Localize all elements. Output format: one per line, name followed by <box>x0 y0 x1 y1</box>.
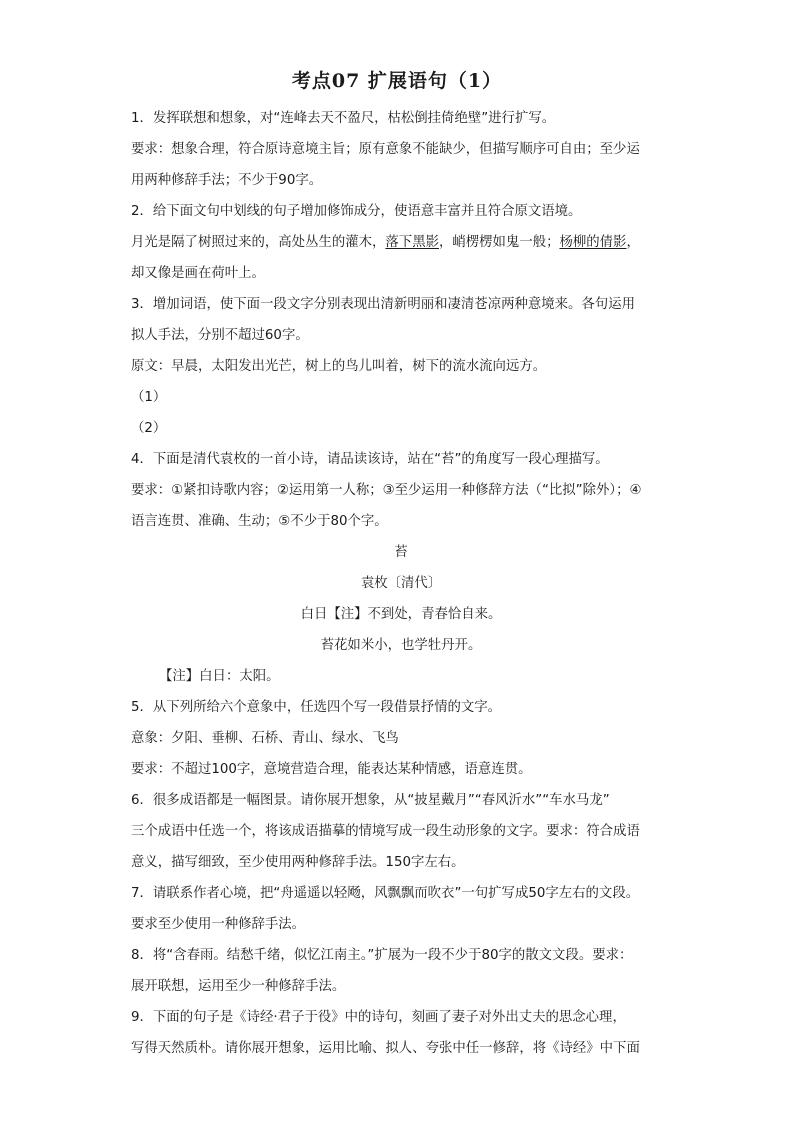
poem-line-1: 白日【注】不到处，青春恰自来。 <box>300 607 502 622</box>
question-2-passage-cont: 却又像是画在荷叶上。 <box>131 266 265 281</box>
question-4-requirement: 要求：①紧扣诗歌内容；②运用第一人称；③至少运用一种修辞方法（“比拟”除外）；④ <box>131 483 642 498</box>
question-1-requirement-cont: 用两种修辞手法；不少于90字。 <box>131 173 323 188</box>
passage-text: 月光是隔了树照过来的，高处丛生的灌木， <box>131 235 386 250</box>
passage-text: ， <box>626 235 640 250</box>
question-6-cont: 三个成语中任选一个，将该成语描摹的情境写成一段生动形象的文字。要求：符合成语 <box>131 824 640 839</box>
document-body <box>131 103 671 1064</box>
question-1-requirement: 要求：想象合理，符合原诗意境主旨；原有意象不能缺少，但描写顺序可自由；至少运 <box>131 142 640 157</box>
question-1: 1．发挥联想和想象，对“连峰去天不盈尺，枯松倒挂倚绝壁”进行扩写。 <box>131 111 556 126</box>
question-3: 3．增加词语，使下面一段文字分别表现出清新明丽和凄清苍凉两种意境来。各句运用 <box>131 297 635 312</box>
question-3-cont: 拟人手法，分别不超过60字。 <box>131 328 309 343</box>
poem-line-2: 苔花如米小，也学牡丹开。 <box>320 638 482 653</box>
poem-note: 【注】白日：太阳。 <box>159 669 280 684</box>
underlined-phrase-2: 杨柳的倩影 <box>559 235 627 250</box>
page-title: 考点07 扩展语句（1） <box>291 70 503 92</box>
answer-blank-1: （1） <box>131 390 167 405</box>
question-2: 2．给下面文句中划线的句子增加修饰成分，使语意丰富并且符合原文语境。 <box>131 204 582 219</box>
question-7-requirement: 要求至少使用一种修辞手法。 <box>131 917 306 932</box>
question-3-original: 原文：早晨，太阳发出光芒，树上的鸟儿叫着，树下的流水流向远方。 <box>131 359 547 374</box>
question-6-cont: 意义，描写细致，至少使用两种修辞手法。150字左右。 <box>131 855 465 870</box>
poem-title: 苔 <box>394 545 408 560</box>
question-6: 6．很多成语都是一幅图景。请你展开想象，从“披星戴月”“春风沂水”“车水马龙” <box>131 793 610 808</box>
question-7: 7．请联系作者心境，把“舟遥遥以轻飏，风飘飘而吹衣”一句扩写成50字左右的文段。 <box>131 886 640 901</box>
question-2-passage <box>131 227 671 258</box>
question-5-images: 意象：夕阳、垂柳、石桥、青山、绿水、飞鸟 <box>131 731 399 746</box>
question-9-cont: 写得天然质朴。请你展开想象，运用比喻、拟人、夸张中任一修辞，将《诗经》中下面 <box>131 1041 640 1056</box>
poem-author: 袁枚〔清代〕 <box>360 576 442 591</box>
passage-text: ，峭楞楞如鬼一般； <box>438 235 560 250</box>
question-5: 5．从下列所给六个意象中，任选四个写一段借景抒情的文字。 <box>131 700 502 715</box>
question-8-requirement: 展开联想，运用至少一种修辞手法。 <box>131 979 346 994</box>
question-8: 8．将“含春雨。结愁千绪，似忆江南主。”扩展为一段不少于80字的散文文段。要求： <box>131 948 633 963</box>
underlined-phrase-1: 落下黑影 <box>385 235 439 250</box>
question-4: 4．下面是清代袁枚的一首小诗，请品读该诗，站在“苔”的角度写一段心理描写。 <box>131 452 609 467</box>
question-5-requirement: 要求：不超过100字，意境营造合理，能表达某种情感，语意连贯。 <box>131 762 532 777</box>
question-9: 9．下面的句子是《诗经·君子于役》中的诗句，刻画了妻子对外出丈夫的思念心理， <box>131 1010 626 1025</box>
answer-blank-2: （2） <box>131 421 167 436</box>
question-4-requirement-cont: 语言连贯、准确、生动；⑤不少于80个字。 <box>131 514 388 529</box>
